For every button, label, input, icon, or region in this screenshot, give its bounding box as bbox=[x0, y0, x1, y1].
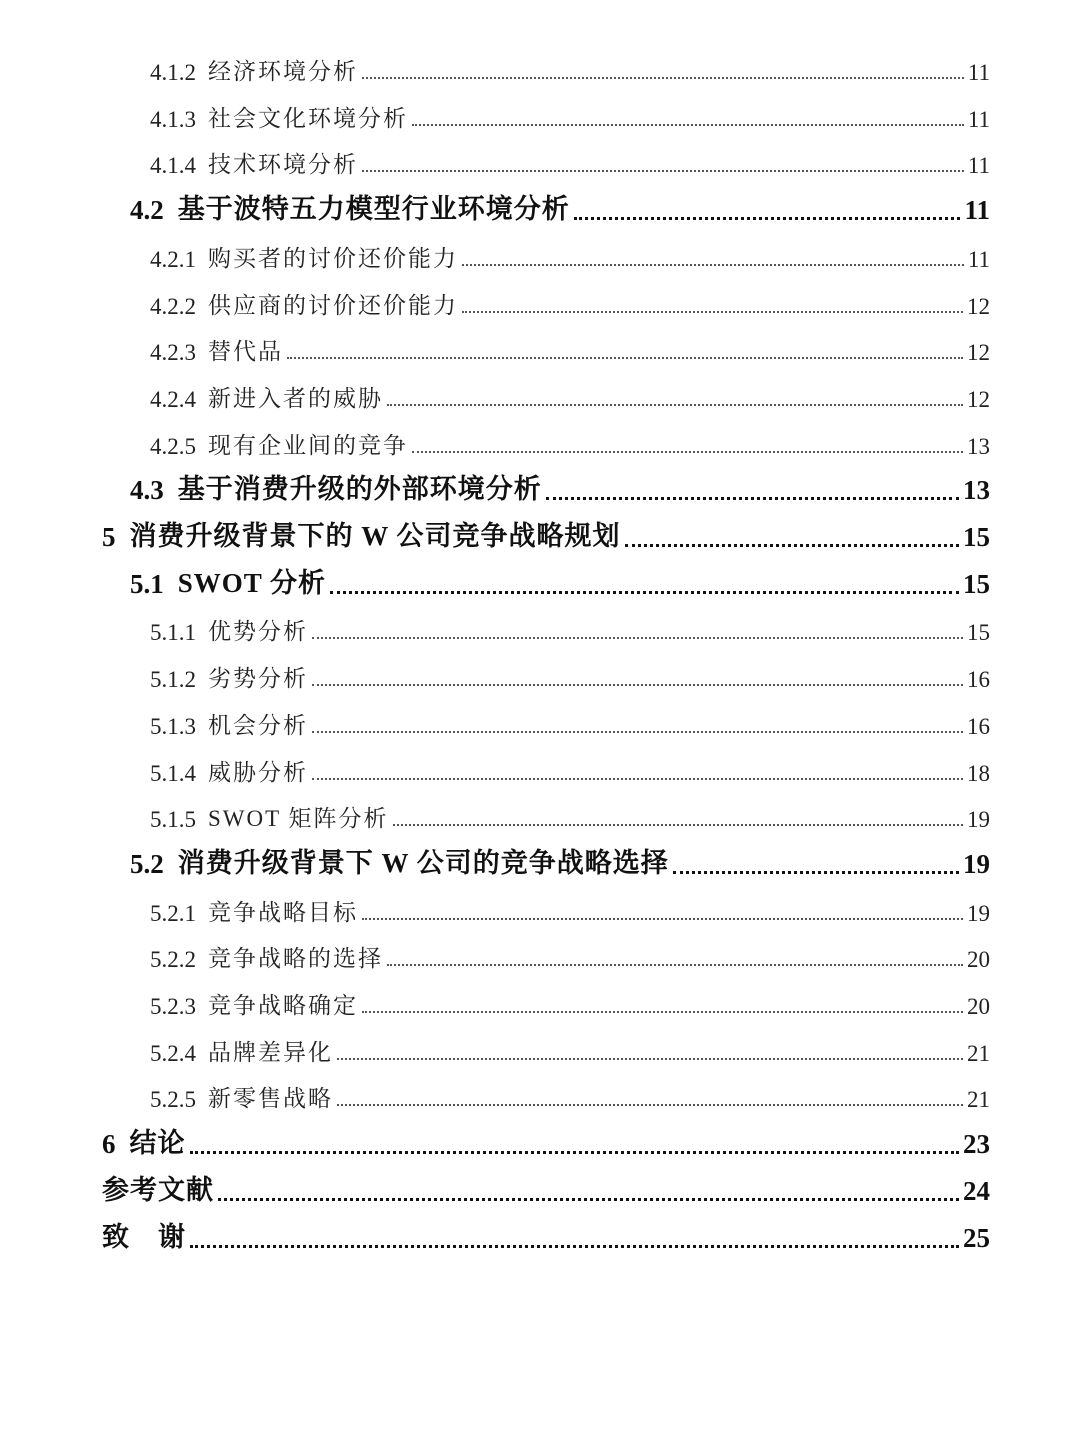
toc-entry-title: 基于消费升级的外部环境分析 bbox=[177, 474, 542, 505]
dot-leader bbox=[362, 170, 964, 172]
toc-entry-number: 5.2 bbox=[130, 848, 164, 879]
toc-entry[interactable] bbox=[150, 929, 990, 973]
dot-leader bbox=[190, 1151, 960, 1154]
toc-entry[interactable] bbox=[150, 883, 990, 927]
toc-entry[interactable] bbox=[150, 322, 990, 366]
toc-entry-title: 购买者的讨价还价能力 bbox=[208, 245, 458, 271]
toc-entry-page: 21 bbox=[967, 1087, 990, 1113]
toc-entry-title: 社会文化环境分析 bbox=[208, 105, 408, 131]
dot-leader bbox=[574, 217, 961, 220]
dot-leader bbox=[362, 918, 963, 920]
toc-entry-title: 结论 bbox=[129, 1128, 186, 1159]
toc-entry-page: 16 bbox=[967, 667, 990, 693]
toc-entry-title: 经济环境分析 bbox=[208, 59, 358, 84]
toc-entry-title: 基于波特五力模型行业环境分析 bbox=[177, 194, 570, 225]
dot-leader bbox=[387, 964, 963, 966]
toc-entry-number: 4.2 bbox=[130, 195, 164, 226]
toc-entry-title: 劣势分析 bbox=[208, 666, 308, 692]
toc-entry-page: 21 bbox=[967, 1040, 990, 1066]
dot-leader bbox=[337, 1058, 963, 1060]
toc-entry-title: SWOT 矩阵分析 bbox=[208, 806, 389, 832]
toc-entry-title: 现有企业间的竞争 bbox=[208, 432, 408, 458]
toc-entry-title: 技术环境分析 bbox=[208, 152, 358, 178]
toc-entry-number: 4.2.4 bbox=[150, 386, 196, 412]
toc-entry[interactable] bbox=[150, 789, 990, 833]
toc-entry-page: 13 bbox=[963, 475, 990, 506]
toc-entry-number: 4.3 bbox=[130, 475, 164, 506]
toc-entry[interactable] bbox=[150, 89, 990, 133]
toc-entry-page: 11 bbox=[964, 195, 990, 226]
toc-entry-page: 16 bbox=[967, 713, 990, 739]
toc-entry-number: 5 bbox=[102, 522, 116, 552]
toc-entry-title: 优势分析 bbox=[208, 619, 308, 645]
toc-entry[interactable] bbox=[102, 1116, 990, 1160]
toc-entry-page: 18 bbox=[967, 760, 990, 786]
toc-entry-number: 5.2.5 bbox=[150, 1087, 196, 1113]
toc-entry-title: 机会分析 bbox=[208, 712, 308, 738]
toc-entry-number: 5.1.4 bbox=[150, 760, 196, 786]
dot-leader bbox=[312, 637, 963, 639]
toc-entry[interactable] bbox=[150, 696, 990, 740]
toc-entry[interactable] bbox=[130, 556, 990, 600]
toc-entry[interactable] bbox=[102, 1210, 990, 1254]
toc-entry-number: 5.2.2 bbox=[150, 947, 196, 973]
dot-leader bbox=[287, 357, 963, 359]
dot-leader bbox=[412, 124, 964, 126]
toc-entry[interactable] bbox=[150, 743, 990, 787]
toc-entry-page: 11 bbox=[967, 153, 990, 179]
toc-entry-number: 5.2.3 bbox=[150, 994, 196, 1019]
dot-leader bbox=[312, 731, 963, 733]
toc-entry-title: 参考文献 bbox=[102, 1174, 214, 1205]
toc-entry-page: 15 bbox=[967, 620, 990, 646]
toc-entry-page: 12 bbox=[967, 293, 990, 319]
toc-entry-number: 5.1 bbox=[130, 568, 164, 599]
toc-entry-number: 4.2.5 bbox=[150, 433, 196, 459]
toc-entry[interactable] bbox=[150, 135, 990, 179]
dot-leader bbox=[412, 451, 963, 453]
dot-leader bbox=[387, 404, 963, 406]
toc-entry[interactable] bbox=[102, 1163, 990, 1207]
toc-entry-page: 19 bbox=[967, 807, 990, 833]
toc-entry[interactable] bbox=[150, 649, 990, 693]
dot-leader bbox=[393, 824, 964, 826]
toc-entry-page: 15 bbox=[963, 568, 990, 599]
toc-entry[interactable] bbox=[130, 182, 990, 226]
dot-leader bbox=[625, 544, 959, 547]
toc-entry-title: 品牌差异化 bbox=[208, 1039, 333, 1065]
toc-entry[interactable] bbox=[150, 42, 990, 86]
toc-entry-page: 23 bbox=[963, 1129, 990, 1160]
dot-leader bbox=[190, 1245, 959, 1248]
toc-entry[interactable] bbox=[102, 509, 990, 553]
toc-entry-page: 20 bbox=[967, 994, 990, 1019]
toc-entry-number: 6 bbox=[102, 1129, 116, 1160]
toc-entry-title: 竞争战略的选择 bbox=[208, 946, 383, 972]
toc-entry-page: 11 bbox=[967, 246, 990, 272]
toc-entry[interactable] bbox=[150, 229, 990, 273]
dot-leader bbox=[312, 684, 963, 686]
toc-entry-title: 威胁分析 bbox=[208, 759, 308, 785]
toc-entry[interactable] bbox=[150, 976, 990, 1020]
dot-leader bbox=[362, 1011, 963, 1013]
toc-entry-title: 新进入者的威胁 bbox=[208, 385, 383, 411]
toc-entry-number: 4.1.2 bbox=[150, 60, 196, 85]
toc-entry[interactable] bbox=[150, 276, 990, 320]
toc-entry[interactable] bbox=[150, 416, 990, 460]
toc-entry[interactable] bbox=[150, 1023, 990, 1067]
toc-entry-page: 19 bbox=[963, 848, 990, 879]
toc-entry-title: SWOT 分析 bbox=[177, 567, 327, 598]
toc-entry-title: 替代品 bbox=[208, 339, 283, 365]
toc-entry-page: 11 bbox=[967, 106, 990, 132]
dot-leader bbox=[218, 1198, 959, 1201]
dot-leader bbox=[462, 311, 963, 313]
toc-entry[interactable] bbox=[130, 836, 990, 880]
toc-entry-number: 4.2.1 bbox=[150, 246, 196, 272]
toc-entry-number: 5.2.4 bbox=[150, 1040, 196, 1066]
toc-entry-number: 4.1.3 bbox=[150, 106, 196, 132]
toc-entry-page: 13 bbox=[967, 433, 990, 459]
toc-entry-page: 20 bbox=[967, 947, 990, 973]
toc-entry-number: 5.1.1 bbox=[150, 620, 196, 646]
toc-entry[interactable] bbox=[150, 1069, 990, 1113]
dot-leader bbox=[337, 1104, 963, 1106]
toc-entry-page: 25 bbox=[963, 1222, 990, 1253]
toc-entry-number: 4.2.2 bbox=[150, 293, 196, 319]
toc-entry-title: 竞争战略目标 bbox=[208, 899, 358, 925]
toc-entry[interactable] bbox=[130, 462, 990, 506]
toc-entry-number: 4.2.3 bbox=[150, 340, 196, 366]
dot-leader bbox=[462, 264, 964, 266]
dot-leader bbox=[330, 591, 959, 594]
dot-leader bbox=[312, 778, 963, 780]
toc-entry-number: 5.1.5 bbox=[150, 807, 196, 833]
dot-leader bbox=[673, 871, 959, 874]
toc-entry-title: 消费升级背景下 W 公司的竞争战略选择 bbox=[177, 847, 669, 878]
toc-entry-page: 12 bbox=[967, 340, 990, 366]
toc-entry-page: 19 bbox=[967, 900, 990, 926]
toc-entry-number: 4.1.4 bbox=[150, 153, 196, 179]
toc-entry-number: 5.2.1 bbox=[150, 900, 196, 926]
toc-entry-page: 12 bbox=[967, 386, 990, 412]
toc-entry[interactable] bbox=[150, 602, 990, 646]
dot-leader bbox=[546, 497, 959, 500]
toc-entry-page: 24 bbox=[963, 1175, 990, 1206]
toc-entry-title: 竞争战略确定 bbox=[208, 993, 358, 1018]
toc-entry-page: 11 bbox=[967, 60, 990, 85]
toc-entry-title: 消费升级背景下的 W 公司竞争战略规划 bbox=[129, 521, 621, 551]
toc-entry[interactable] bbox=[150, 369, 990, 413]
toc-entry-number: 5.1.2 bbox=[150, 667, 196, 693]
toc-entry-title: 新零售战略 bbox=[208, 1086, 333, 1112]
dot-leader bbox=[362, 77, 964, 79]
toc-entry-title: 致 谢 bbox=[102, 1221, 186, 1252]
toc-entry-number: 5.1.3 bbox=[150, 713, 196, 739]
toc-entry-page: 15 bbox=[963, 522, 990, 552]
toc-entry-title: 供应商的讨价还价能力 bbox=[208, 292, 458, 318]
